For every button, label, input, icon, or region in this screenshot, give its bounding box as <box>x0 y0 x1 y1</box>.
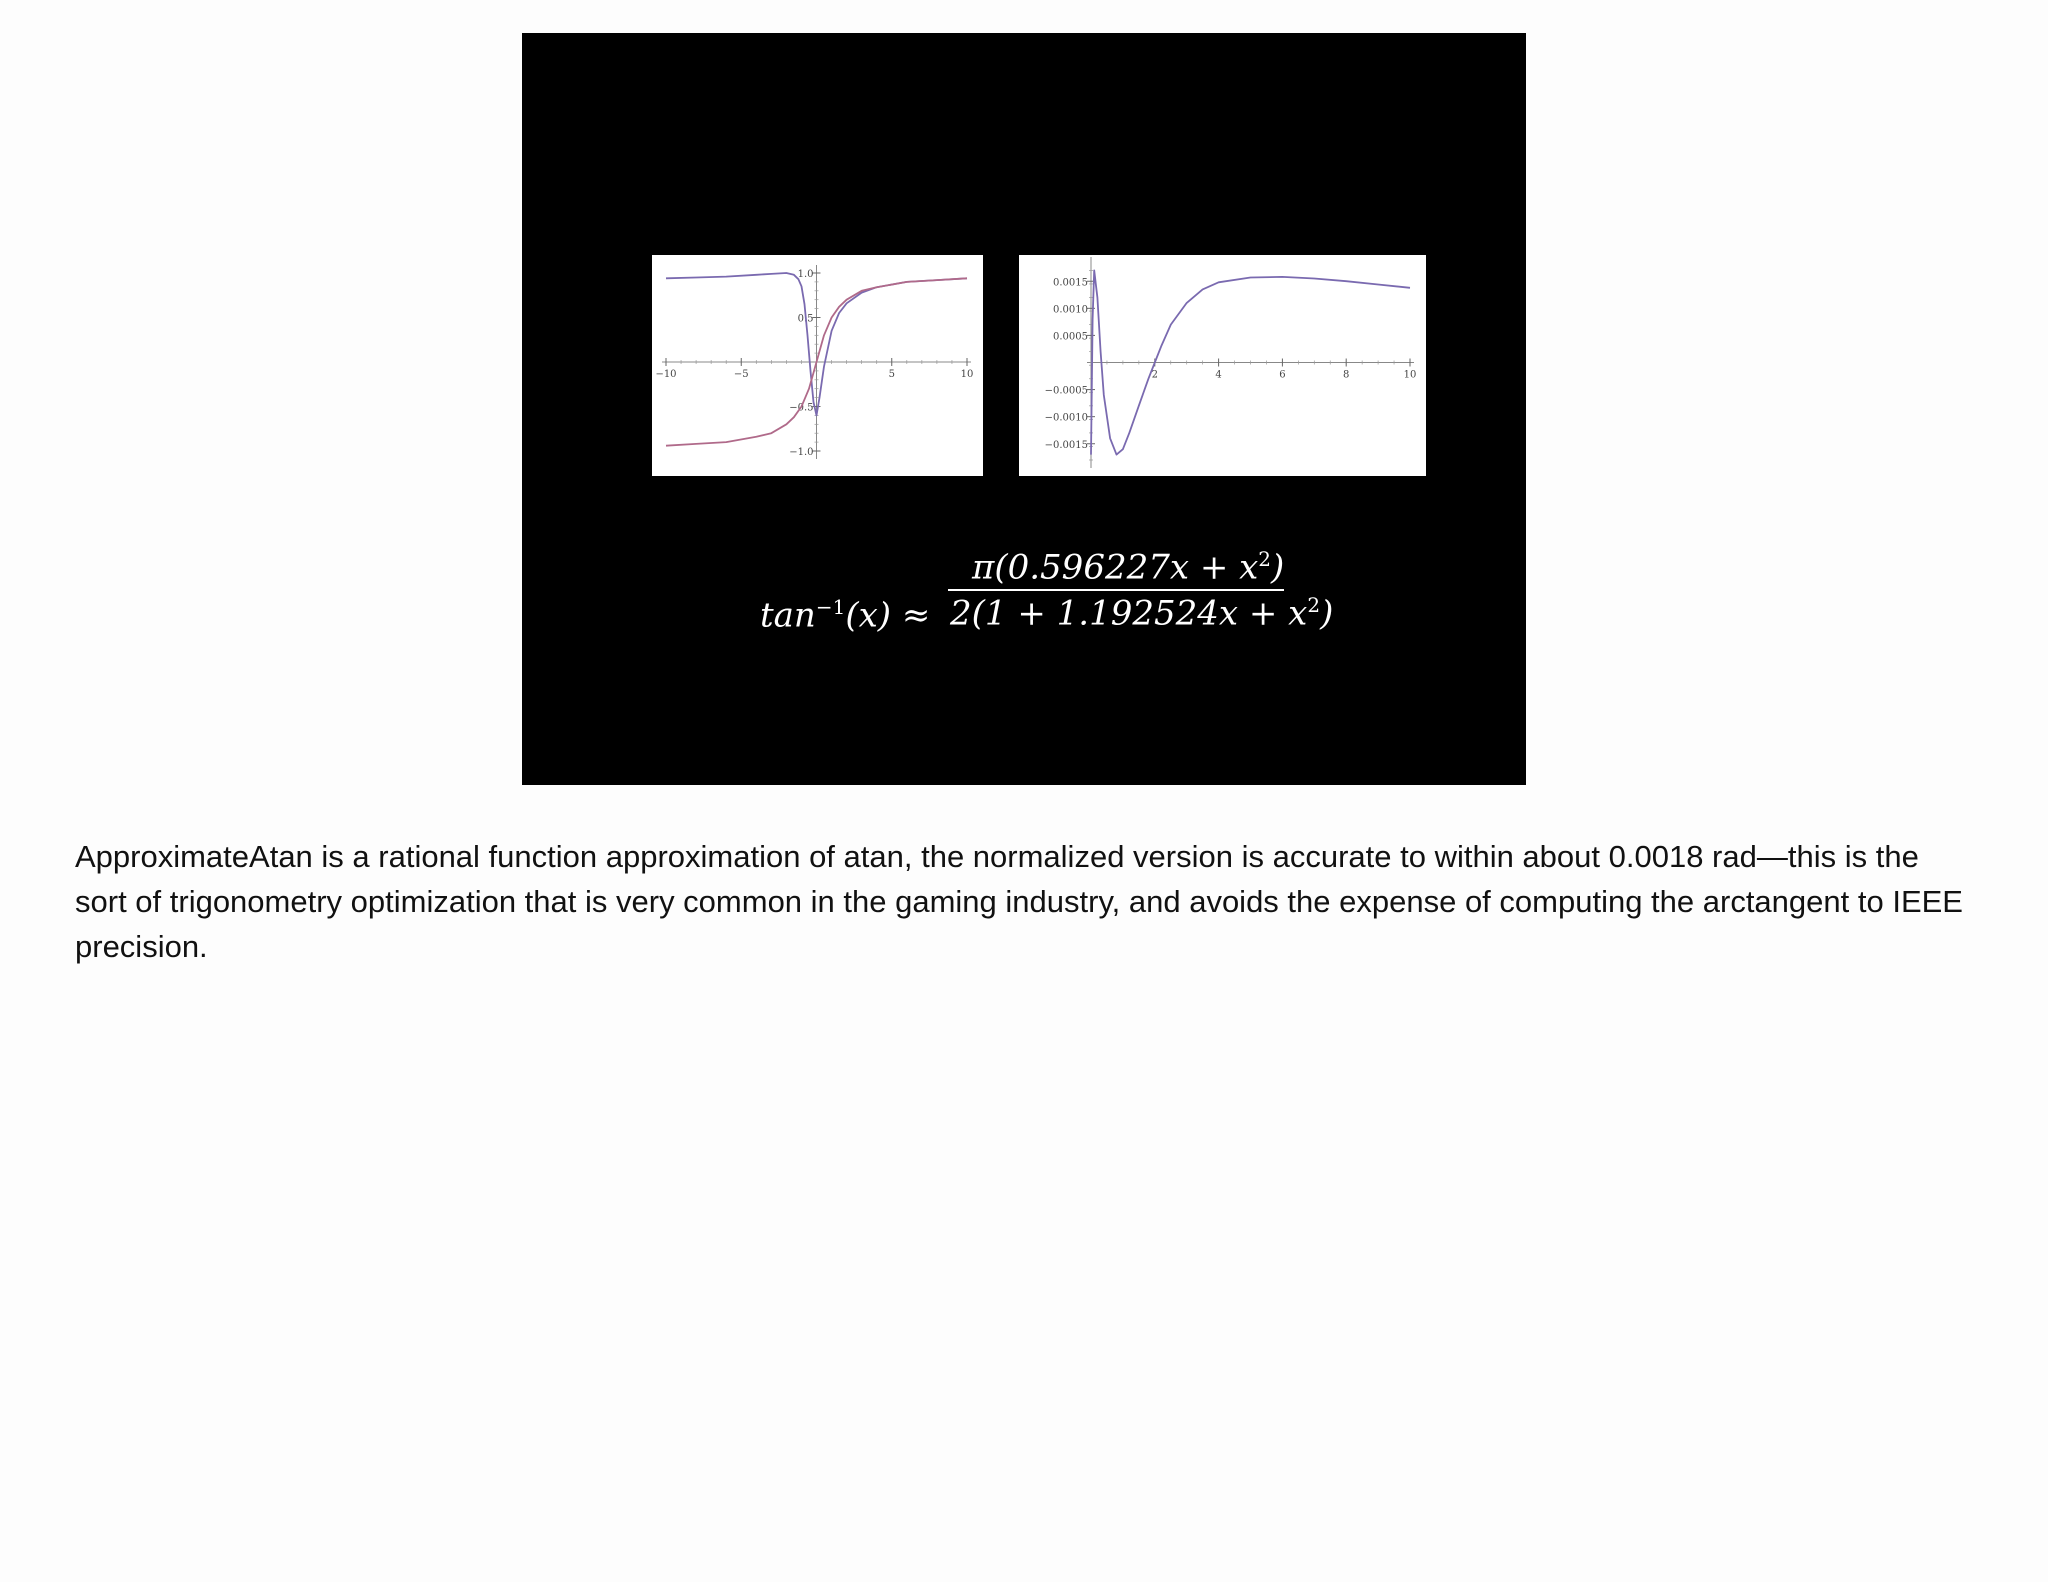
formula-lhs-exponent: −1 <box>815 595 846 619</box>
y-tick-label: −0.0015 <box>1044 439 1088 451</box>
y-tick-label: −0.5 <box>789 402 814 414</box>
formula-numerator <box>972 547 1284 587</box>
y-tick-label: 0.0015 <box>1053 277 1088 289</box>
x-tick-label: 4 <box>1215 369 1222 381</box>
x-tick-label: 8 <box>1343 369 1350 381</box>
approximation-error-chart <box>1019 255 1426 476</box>
formula-denominator <box>950 593 1333 633</box>
y-tick-label: −1.0 <box>789 447 814 458</box>
atan-comparison-plot <box>652 255 983 476</box>
x-tick-label: −10 <box>655 369 677 380</box>
atan-approximation-formula <box>522 533 1526 643</box>
formula-numerator-close: ) <box>1271 547 1285 588</box>
x-tick-label: 5 <box>888 369 895 380</box>
formula-denominator-close: ) <box>1320 593 1334 634</box>
y-tick-label: 0.0010 <box>1053 304 1088 316</box>
formula-numerator-exponent: 2 <box>1258 547 1272 571</box>
formula-lhs-arg: (x) ≈ <box>845 595 931 636</box>
atan-comparison-chart <box>652 255 983 476</box>
slide-caption: ApproximateAtan is a rational function approximation of atan, the normalized version is accurate to within about 0.0018 rad—this is the sort of trigonometry optimization that is very common in the gaming industry, and avoids the expense of computing the arctangent to IEEE precision. <box>75 839 1963 964</box>
x-tick-label: 10 <box>960 369 974 380</box>
formula-lhs <box>760 595 930 635</box>
x-tick-label: −5 <box>733 369 749 380</box>
y-tick-label: 0.0005 <box>1053 331 1088 343</box>
y-tick-label: 1.0 <box>797 269 814 280</box>
formula-denominator-exponent: 2 <box>1307 593 1321 617</box>
y-tick-label: 0.5 <box>797 313 814 325</box>
fraction-bar <box>948 589 1284 591</box>
x-tick-label: 2 <box>1151 369 1158 381</box>
approximation-error-plot <box>1019 255 1426 476</box>
formula-denominator-main: 2(1 + 1.192524x + x <box>950 593 1308 634</box>
y-tick-label: −0.0010 <box>1044 412 1088 424</box>
formula-numerator-main: π(0.596227x + x <box>972 547 1259 588</box>
slide <box>522 33 1526 785</box>
y-tick-label: −0.0005 <box>1044 385 1088 397</box>
x-tick-label: 6 <box>1279 369 1286 381</box>
formula-lhs-base: tan <box>760 595 816 636</box>
x-tick-label: 10 <box>1403 369 1417 381</box>
